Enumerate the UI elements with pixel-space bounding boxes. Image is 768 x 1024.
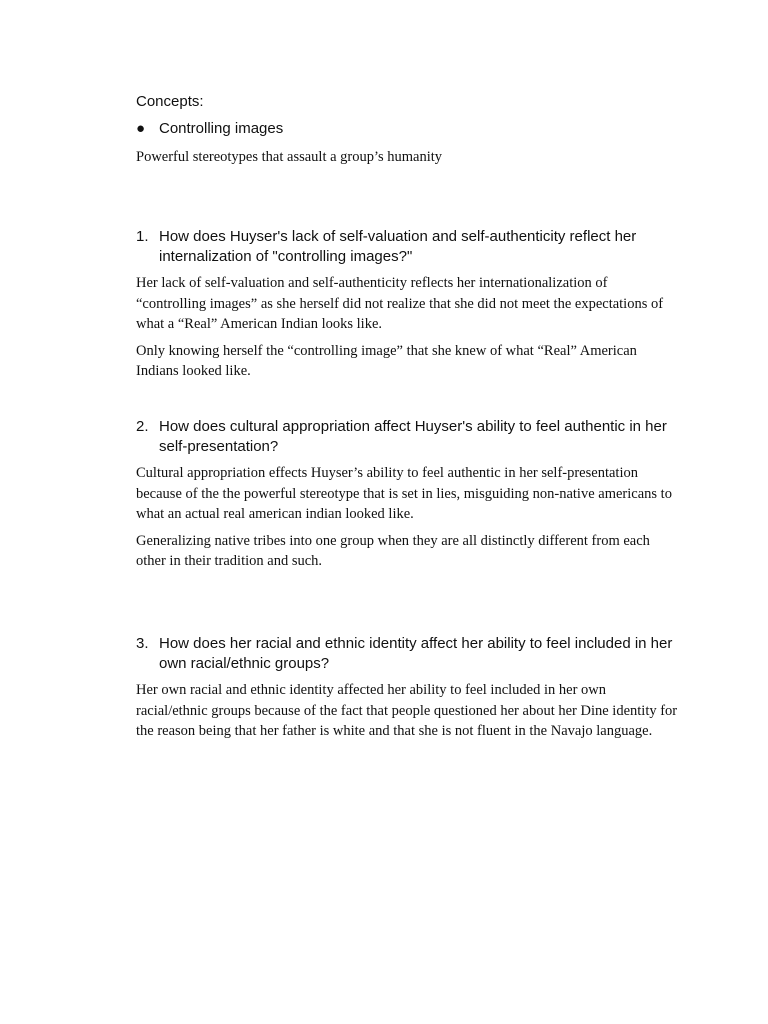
question-text: How does her racial and ethnic identity affect her ability to feel included in her own racial/ethnic groups?	[159, 635, 673, 672]
concepts-heading: Concepts:	[136, 93, 204, 110]
question-3-block	[136, 634, 681, 742]
answer-paragraph: Cultural appropriation effects Huyser’s ability to feel authentic in her self-presentation because of the the powerful stereotype that is set in lies, misguiding non-native americans to what an actual real american indian looked like.	[136, 465, 672, 522]
answer-paragraph: Generalizing native tribes into one group when they are all distinctly different from each other in their tradition and such.	[136, 532, 650, 569]
question-2-block	[136, 417, 681, 572]
answer-paragraph: Only knowing herself the “controlling image” that she knew of what “Real” American Indians looked like.	[136, 342, 637, 379]
question-1	[136, 227, 681, 267]
concept-label: Controlling images	[159, 120, 284, 137]
bullet-icon: ●	[136, 120, 146, 137]
question-number: 1.	[136, 228, 149, 245]
question-1-block	[136, 227, 681, 382]
question-text: How does Huyser's lack of self-valuation and self-authenticity reflect her internalization of "controlling images?"	[159, 228, 637, 265]
question-3	[136, 634, 681, 674]
answer-paragraph: Her lack of self-valuation and self-authenticity reflects her internationalization of “controlling images” as she herself did not realize that she did not meet the expectations of what a “Real” American Indian looks like.	[136, 275, 664, 332]
concept-definition: Powerful stereotypes that assault a group’s humanity	[136, 149, 443, 165]
question-number: 3.	[136, 635, 149, 652]
concept-bullet-item	[136, 119, 283, 139]
question-number: 2.	[136, 418, 149, 435]
question-2	[136, 417, 681, 457]
answer-paragraph: Her own racial and ethnic identity affected her ability to feel included in her own racial/ethnic groups because of the fact that people questioned her about her Dine identity for the reason being that her father is white and that she is not fluent in the Navajo language.	[136, 682, 678, 739]
question-text: How does cultural appropriation affect Huyser's ability to feel authentic in her self-presentation?	[159, 418, 667, 455]
